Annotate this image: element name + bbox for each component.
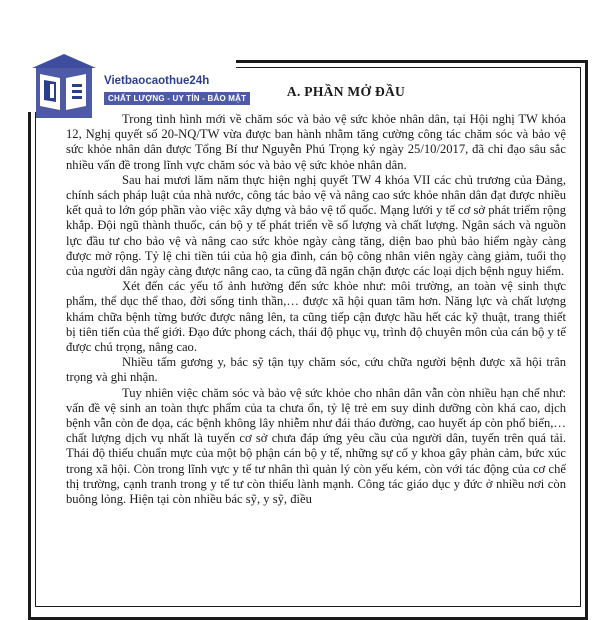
paragraph-2: Sau hai mươi lăm năm thực hiện nghị quyết TW 4 khóa VII các chủ trương của Đảng, chính sách pháp luật của nhà nước, công tác bảo vệ và nâng cao sức khỏe nhân dân đạt được nhiều kết quả to lớn góp phần vào việc xây dựng và bảo vệ tổ quốc. Mạng lưới y tế cơ sở phát triểm rộng khắp. Đội ngũ thành thuốc, cán bộ y tế phát triển về số lượng và chất lượng. Ngân sách và nguồn lực đầu tư cho bảo vệ và nâng cao sức khỏe ngày càng tăng, diện bao phủ bảo hiểm ngày càng được mở rộng. Tỷ lệ chi tiền túi của hộ gia đình, cán bộ công nhân viên ngày càng giảm, tuổi thọ của người dân ngày càng được nâng cao, ta cũng đã ngăn chặn được các loại dịch bệnh nguy hiểm. <box>66 172 566 279</box>
paragraph-4: Nhiều tấm gương y, bác sỹ tận tụy chăm sóc, cứu chữa người bệnh được xã hội trân trọng và ghi nhận. <box>66 355 566 385</box>
logo-name: Vietbaocaothue24h <box>104 75 210 87</box>
section-title: A. PHẦN MỞ ĐẦU <box>286 84 406 99</box>
paragraph-5: Tuy nhiên việc chăm sóc và bảo vệ sức khỏe cho nhân dân vẫn còn nhiều hạn chế như: vấn đề vệ sinh an toàn thực phẩm của ta chưa ổn, tỷ lệ trẻ em suy dinh dưỡng còn khá cao, dịch bệnh vẫn còn đe dọa, các bệnh không lây nhiễm như đái tháo đường, cao huyết áp còn phổ biến,… chất lượng dịch vụ nhất là tuyến cơ sở chưa đáp ứng yêu cầu của người dân, tuyến trên quá tải. Thái độ thiếu chuẩn mực của một bộ phận cán bộ y tế, những sự cố y khoa gây phản cảm, bức xúc trong xã hội. Còn trong lĩnh vực y tế tư nhân thì quản lý còn yếu kém, còn với tác động của cơ chế thị trường, cạnh tranh trong y tế tư còn thiếu lành mạnh. Công tác giáo dục y đức ở nhiều nơi còn buông lỏng. Hiện tại còn nhiều bác sỹ, y sỹ, điều <box>66 385 566 507</box>
document-body <box>66 84 566 507</box>
paragraph-1: Trong tình hình mới về chăm sóc và bảo vệ sức khỏe nhân dân, tại Hội nghị TW khóa 12, Nghị quyết số 20-NQ/TW vừa được ban hành nhằm tăng cường công tác chăm sóc và bảo vệ sức khỏe nhân dân được Tổng Bí thư Nguyễn Phú Trọng ký ngày 25/10/2017, đã chỉ đạo sâu sắc nhiều vấn đề trong lĩnh vực chăm sóc và bảo vệ sức khỏe nhân dân. <box>66 112 566 172</box>
paragraph-3: Xét đến các yếu tố ảnh hưởng đến sức khỏe như: môi trường, an toàn vệ sinh thực phẩm, thể dục thể thao, đời sống tinh thần,… được xã hội quan tâm hơn. Năng lực và chất lượng khám chữa bệnh từng bước được nâng lên, ta cũng tiếp cận được hầu hết các kỹ thuật, trang thiết bị tiên tiến của thế giới. Đạo đức phong cách, thái độ phục vụ, trình độ chuyên môn của cán bộ y tế được chú trọng, nâng cao. <box>66 279 566 355</box>
logo-tagline: CHẤT LƯỢNG - UY TÍN - BẢO MẬT <box>104 92 250 105</box>
